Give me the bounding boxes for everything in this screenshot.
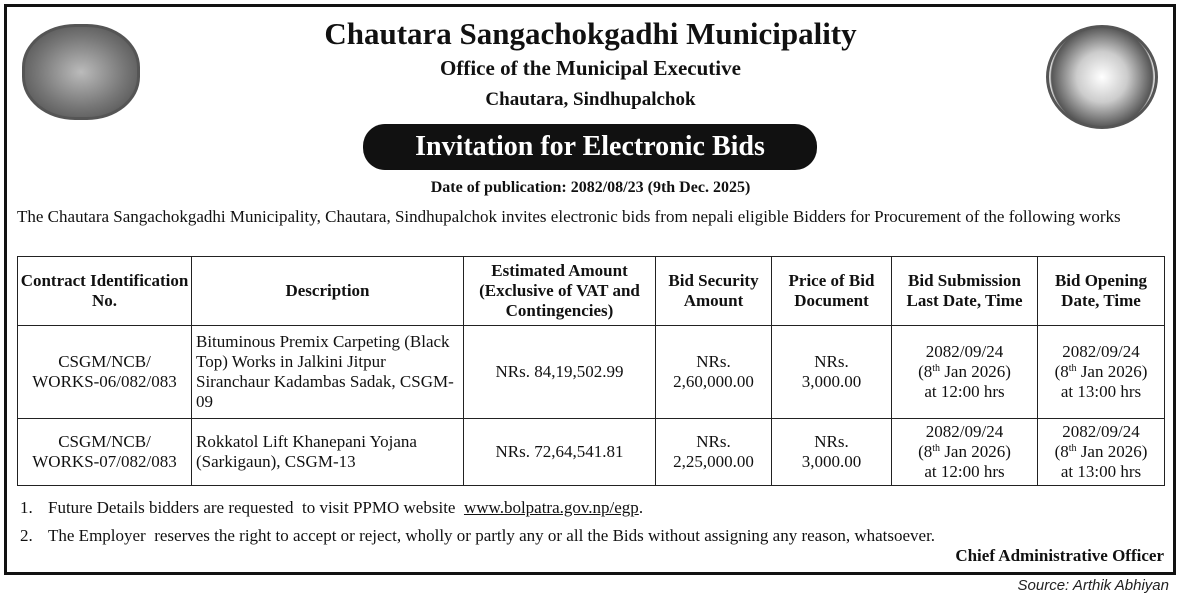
amount: 2,60,000.00 (673, 372, 754, 391)
note-number: 1. (20, 498, 33, 517)
date: 2082/09/24 (925, 342, 1004, 361)
signature: Chief Administrative Officer (955, 546, 1164, 565)
day: (8 (918, 362, 933, 381)
currency: NRs. (696, 352, 731, 371)
opening-date (1038, 326, 1165, 419)
publication-date: Date of publication: 2082/08/23 (9th Dec. 2025) (430, 179, 751, 196)
submission-date (892, 419, 1038, 486)
currency: NRs. (814, 432, 849, 451)
note-text: Future Details bidders are requested to visit PPMO website (48, 498, 464, 517)
note-text: The Employer reserves the right to accept or reject, wholly or partly any or all the Bids without assigning any reason, whatsoever. (48, 526, 936, 545)
estimate: NRs. 84,19,502.99 (464, 326, 656, 419)
estimate: NRs. 72,64,541.81 (464, 419, 656, 486)
col-header: Contract Identification No. (18, 257, 192, 326)
month-year: Jan 2026) (1076, 362, 1148, 381)
currency: NRs. (814, 352, 849, 371)
col-header: Estimated Amount (Exclusive of VAT and Contingencies) (464, 257, 656, 326)
source-credit: Source: Arthik Abhiyan (1017, 577, 1169, 594)
contract-id (18, 326, 192, 419)
day: (8 (918, 442, 933, 461)
note-item (20, 522, 935, 550)
note-punct: . (638, 498, 644, 517)
amount: 3,000.00 (801, 372, 862, 391)
currency: NRs. (696, 432, 731, 451)
bids-table (17, 256, 1165, 486)
time: at 13:00 hrs (1060, 382, 1142, 401)
address: Chautara, Sindhupalchok (485, 89, 696, 110)
opening-date (1038, 419, 1165, 486)
table-row (18, 326, 1165, 419)
time: at 12:00 hrs (924, 462, 1005, 481)
month-year: Jan 2026) (940, 442, 1011, 461)
amount: 3,000.00 (801, 452, 862, 471)
time: at 12:00 hrs (924, 382, 1005, 401)
bid-security (656, 419, 772, 486)
id-part: CSGM/NCB/ (58, 432, 151, 451)
intro-text: The Chautara Sangachokgadhi Municipality, Chautara, Sindhupalchok invites electronic bids from nepali eligible Bidders for Procurement of the following works (17, 207, 1121, 226)
contract-id (18, 419, 192, 486)
col-header: Bid Opening Date, Time (1038, 257, 1165, 326)
office-name: Office of the Municipal Executive (440, 56, 741, 80)
description: Rokkatol Lift Khanepani Yojana (Sarkigaun), CSGM-13 (192, 419, 464, 486)
time: at 13:00 hrs (1060, 462, 1142, 481)
ordinal: th (1068, 363, 1077, 374)
table-header-row (18, 257, 1165, 326)
col-header: Bid Security Amount (656, 257, 772, 326)
description: Bituminous Premix Carpeting (Black Top) Works in Jalkini Jitpur Siranchaur Kadambas Sadak, CSGM-09 (192, 326, 464, 419)
date: 2082/09/24 (1062, 422, 1140, 441)
col-header: Description (192, 257, 464, 326)
note-number: 2. (20, 526, 33, 545)
note-item (20, 494, 935, 522)
month-year: Jan 2026) (940, 362, 1011, 381)
date: 2082/09/24 (925, 422, 1004, 441)
bid-doc-price (772, 419, 892, 486)
amount: 2,25,000.00 (673, 452, 754, 471)
month-year: Jan 2026) (1076, 442, 1148, 461)
id-part: CSGM/NCB/ (58, 352, 151, 371)
date: 2082/09/24 (1062, 342, 1140, 361)
id-part: WORKS-07/082/083 (32, 452, 177, 471)
ordinal: th (1068, 443, 1077, 454)
col-header: Bid Submission Last Date, Time (892, 257, 1038, 326)
submission-date (892, 326, 1038, 419)
municipality-title: Chautara Sangachokgadhi Municipality (324, 16, 857, 51)
notes-list (20, 494, 935, 550)
ordinal: th (932, 363, 941, 374)
day: (8 (1054, 442, 1069, 461)
ppmo-link[interactable]: www.bolpatra.gov.np/egp (463, 498, 639, 517)
bid-security (656, 326, 772, 419)
col-header: Price of Bid Document (772, 257, 892, 326)
table-row (18, 419, 1165, 486)
bid-doc-price (772, 326, 892, 419)
notice-title: Invitation for Electronic Bids (363, 124, 817, 170)
ordinal: th (932, 443, 941, 454)
id-part: WORKS-06/082/083 (32, 372, 177, 391)
day: (8 (1054, 362, 1069, 381)
